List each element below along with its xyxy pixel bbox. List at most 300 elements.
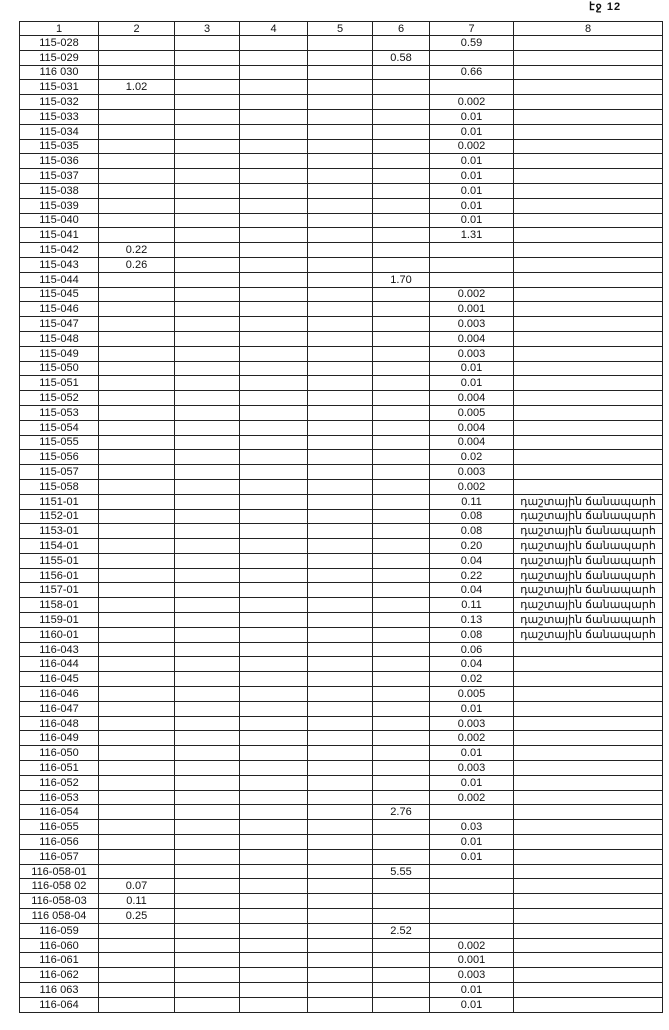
- value-cell-col7: 0.01: [430, 701, 514, 716]
- value-cell-col3: [175, 50, 240, 65]
- note-cell: [514, 139, 663, 154]
- value-cell-col6: [373, 613, 430, 628]
- table-row: [20, 287, 663, 302]
- value-cell-col2: [99, 139, 175, 154]
- parcel-code-cell: 1160-01: [20, 627, 99, 642]
- value-cell-col7: 0.002: [430, 938, 514, 953]
- value-cell-col3: [175, 124, 240, 139]
- note-cell: [514, 731, 663, 746]
- note-cell: [514, 243, 663, 258]
- value-cell-col6: [373, 65, 430, 80]
- note-cell: [514, 95, 663, 110]
- note-cell: [514, 302, 663, 317]
- value-cell-col3: [175, 465, 240, 480]
- note-cell: [514, 361, 663, 376]
- value-cell-col2: [99, 864, 175, 879]
- value-cell-col5: [308, 420, 373, 435]
- value-cell-col4: [240, 983, 308, 998]
- parcel-code-cell: 1153-01: [20, 524, 99, 539]
- parcel-code-cell: 115-036: [20, 154, 99, 169]
- table-row: [20, 953, 663, 968]
- table-row: [20, 746, 663, 761]
- value-cell-col6: [373, 213, 430, 228]
- value-cell-col5: [308, 968, 373, 983]
- parcel-code-cell: 116 063: [20, 983, 99, 998]
- value-cell-col7: 0.01: [430, 376, 514, 391]
- value-cell-col3: [175, 509, 240, 524]
- note-cell: [514, 213, 663, 228]
- note-cell: [514, 938, 663, 953]
- value-cell-col6: [373, 657, 430, 672]
- value-cell-col4: [240, 257, 308, 272]
- note-cell: [514, 820, 663, 835]
- value-cell-col2: 0.11: [99, 894, 175, 909]
- value-cell-col5: [308, 317, 373, 332]
- value-cell-col3: [175, 775, 240, 790]
- value-cell-col6: [373, 672, 430, 687]
- value-cell-col7: 0.01: [430, 775, 514, 790]
- value-cell-col5: [308, 509, 373, 524]
- note-cell: [514, 465, 663, 480]
- value-cell-col7: 0.003: [430, 346, 514, 361]
- value-cell-col5: [308, 302, 373, 317]
- value-cell-col6: [373, 642, 430, 657]
- value-cell-col5: [308, 183, 373, 198]
- value-cell-col7: [430, 243, 514, 258]
- value-cell-col5: [308, 553, 373, 568]
- value-cell-col3: [175, 361, 240, 376]
- value-cell-col7: 0.20: [430, 539, 514, 554]
- table-row: [20, 657, 663, 672]
- table-row: [20, 169, 663, 184]
- value-cell-col4: [240, 494, 308, 509]
- value-cell-col7: 0.004: [430, 391, 514, 406]
- value-cell-col6: [373, 139, 430, 154]
- note-cell: [514, 701, 663, 716]
- value-cell-col4: [240, 805, 308, 820]
- value-cell-col2: [99, 213, 175, 228]
- value-cell-col6: [373, 790, 430, 805]
- table-row: [20, 257, 663, 272]
- value-cell-col7: [430, 894, 514, 909]
- value-cell-col5: [308, 879, 373, 894]
- value-cell-col7: 0.005: [430, 687, 514, 702]
- value-cell-col7: 0.001: [430, 953, 514, 968]
- value-cell-col3: [175, 331, 240, 346]
- note-cell: դաշտային ճանապարհ: [514, 494, 663, 509]
- parcel-code-cell: 1157-01: [20, 583, 99, 598]
- table-row: [20, 642, 663, 657]
- table-row: [20, 687, 663, 702]
- table-row: [20, 613, 663, 628]
- note-cell: [514, 479, 663, 494]
- value-cell-col6: 2.52: [373, 923, 430, 938]
- value-cell-col4: [240, 391, 308, 406]
- value-cell-col7: 0.04: [430, 583, 514, 598]
- value-cell-col6: [373, 968, 430, 983]
- table-row: [20, 894, 663, 909]
- table-row: [20, 820, 663, 835]
- value-cell-col7: 0.01: [430, 169, 514, 184]
- value-cell-col6: [373, 687, 430, 702]
- value-cell-col4: [240, 642, 308, 657]
- value-cell-col4: [240, 198, 308, 213]
- parcel-code-cell: 1154-01: [20, 539, 99, 554]
- value-cell-col4: [240, 524, 308, 539]
- value-cell-col4: [240, 154, 308, 169]
- value-cell-col2: [99, 287, 175, 302]
- parcel-code-cell: 1156-01: [20, 568, 99, 583]
- value-cell-col4: [240, 997, 308, 1012]
- value-cell-col6: [373, 568, 430, 583]
- value-cell-col6: [373, 257, 430, 272]
- table-row: [20, 36, 663, 51]
- value-cell-col2: [99, 672, 175, 687]
- table-row: [20, 228, 663, 243]
- parcel-code-cell: 115-055: [20, 435, 99, 450]
- note-cell: [514, 450, 663, 465]
- value-cell-col5: [308, 376, 373, 391]
- note-cell: [514, 109, 663, 124]
- value-cell-col5: [308, 820, 373, 835]
- value-cell-col2: [99, 154, 175, 169]
- parcel-code-cell: 115-058: [20, 479, 99, 494]
- land-parcel-table: [19, 21, 663, 1013]
- value-cell-col2: [99, 509, 175, 524]
- value-cell-col6: [373, 953, 430, 968]
- value-cell-col2: [99, 553, 175, 568]
- parcel-code-cell: 115-057: [20, 465, 99, 480]
- value-cell-col3: [175, 835, 240, 850]
- parcel-code-cell: 116-049: [20, 731, 99, 746]
- value-cell-col4: [240, 613, 308, 628]
- value-cell-col3: [175, 302, 240, 317]
- table-row: [20, 50, 663, 65]
- parcel-code-cell: 1159-01: [20, 613, 99, 628]
- value-cell-col7: 0.66: [430, 65, 514, 80]
- value-cell-col5: [308, 790, 373, 805]
- value-cell-col5: [308, 953, 373, 968]
- value-cell-col4: [240, 968, 308, 983]
- parcel-code-cell: 116-057: [20, 849, 99, 864]
- table-row: [20, 465, 663, 480]
- parcel-code-cell: 116 058-04: [20, 909, 99, 924]
- value-cell-col3: [175, 109, 240, 124]
- note-cell: [514, 317, 663, 332]
- table-row: [20, 154, 663, 169]
- parcel-code-cell: 116-046: [20, 687, 99, 702]
- column-header-3: 3: [175, 22, 240, 36]
- note-cell: [514, 376, 663, 391]
- table-row: [20, 923, 663, 938]
- value-cell-col4: [240, 420, 308, 435]
- value-cell-col6: [373, 376, 430, 391]
- parcel-code-cell: 116-045: [20, 672, 99, 687]
- value-cell-col2: [99, 997, 175, 1012]
- table-row: [20, 849, 663, 864]
- value-cell-col2: [99, 391, 175, 406]
- table-row: [20, 420, 663, 435]
- value-cell-col3: [175, 553, 240, 568]
- note-cell: դաշտային ճանապարհ: [514, 568, 663, 583]
- note-cell: [514, 257, 663, 272]
- value-cell-col6: [373, 287, 430, 302]
- column-header-1: 1: [20, 22, 99, 36]
- value-cell-col6: [373, 761, 430, 776]
- value-cell-col4: [240, 657, 308, 672]
- column-header-8: 8: [514, 22, 663, 36]
- note-cell: [514, 642, 663, 657]
- note-cell: [514, 953, 663, 968]
- value-cell-col5: [308, 124, 373, 139]
- value-cell-col5: [308, 361, 373, 376]
- value-cell-col4: [240, 183, 308, 198]
- value-cell-col6: [373, 346, 430, 361]
- value-cell-col7: [430, 879, 514, 894]
- value-cell-col6: [373, 879, 430, 894]
- value-cell-col3: [175, 687, 240, 702]
- parcel-code-cell: 116-052: [20, 775, 99, 790]
- value-cell-col2: [99, 331, 175, 346]
- header-row: [20, 22, 663, 36]
- parcel-code-cell: 115-051: [20, 376, 99, 391]
- value-cell-col3: [175, 938, 240, 953]
- value-cell-col7: 0.01: [430, 983, 514, 998]
- value-cell-col2: [99, 687, 175, 702]
- note-cell: [514, 391, 663, 406]
- parcel-code-cell: 116-053: [20, 790, 99, 805]
- value-cell-col5: [308, 583, 373, 598]
- value-cell-col5: [308, 494, 373, 509]
- table-row: [20, 183, 663, 198]
- value-cell-col6: [373, 36, 430, 51]
- value-cell-col2: [99, 746, 175, 761]
- parcel-code-cell: 116-044: [20, 657, 99, 672]
- value-cell-col6: [373, 983, 430, 998]
- value-cell-col6: [373, 331, 430, 346]
- note-cell: [514, 997, 663, 1012]
- value-cell-col2: [99, 923, 175, 938]
- value-cell-col3: [175, 642, 240, 657]
- value-cell-col3: [175, 198, 240, 213]
- value-cell-col5: [308, 465, 373, 480]
- value-cell-col2: [99, 479, 175, 494]
- value-cell-col2: [99, 95, 175, 110]
- parcel-code-cell: 1152-01: [20, 509, 99, 524]
- value-cell-col3: [175, 272, 240, 287]
- value-cell-col5: [308, 95, 373, 110]
- value-cell-col5: [308, 761, 373, 776]
- value-cell-col2: [99, 983, 175, 998]
- value-cell-col4: [240, 36, 308, 51]
- parcel-code-cell: 115-040: [20, 213, 99, 228]
- value-cell-col7: 0.08: [430, 524, 514, 539]
- value-cell-col4: [240, 938, 308, 953]
- table-row: [20, 65, 663, 80]
- note-cell: դաշտային ճանապարհ: [514, 539, 663, 554]
- note-cell: [514, 272, 663, 287]
- note-cell: [514, 716, 663, 731]
- value-cell-col2: [99, 568, 175, 583]
- value-cell-col2: [99, 790, 175, 805]
- value-cell-col5: [308, 198, 373, 213]
- value-cell-col4: [240, 909, 308, 924]
- value-cell-col4: [240, 731, 308, 746]
- value-cell-col7: 0.002: [430, 95, 514, 110]
- value-cell-col6: [373, 539, 430, 554]
- parcel-code-cell: 116-064: [20, 997, 99, 1012]
- value-cell-col2: [99, 968, 175, 983]
- note-cell: [514, 775, 663, 790]
- value-cell-col7: 0.01: [430, 835, 514, 850]
- value-cell-col2: [99, 583, 175, 598]
- parcel-code-cell: 116-050: [20, 746, 99, 761]
- table-row: [20, 376, 663, 391]
- parcel-code-cell: 115-043: [20, 257, 99, 272]
- value-cell-col6: [373, 820, 430, 835]
- value-cell-col6: [373, 183, 430, 198]
- value-cell-col2: [99, 228, 175, 243]
- value-cell-col5: [308, 864, 373, 879]
- table-row: [20, 997, 663, 1012]
- value-cell-col5: [308, 687, 373, 702]
- value-cell-col5: [308, 716, 373, 731]
- value-cell-col4: [240, 953, 308, 968]
- value-cell-col2: [99, 65, 175, 80]
- value-cell-col5: [308, 346, 373, 361]
- parcel-code-cell: 115-038: [20, 183, 99, 198]
- table-row: [20, 790, 663, 805]
- table-row: [20, 879, 663, 894]
- column-header-6: 6: [373, 22, 430, 36]
- value-cell-col7: [430, 272, 514, 287]
- value-cell-col3: [175, 983, 240, 998]
- note-cell: [514, 183, 663, 198]
- value-cell-col2: 0.25: [99, 909, 175, 924]
- value-cell-col3: [175, 243, 240, 258]
- value-cell-col7: 0.03: [430, 820, 514, 835]
- value-cell-col7: 0.01: [430, 849, 514, 864]
- value-cell-col5: [308, 909, 373, 924]
- note-cell: [514, 124, 663, 139]
- value-cell-col6: [373, 494, 430, 509]
- value-cell-col6: [373, 465, 430, 480]
- note-cell: [514, 65, 663, 80]
- value-cell-col7: [430, 864, 514, 879]
- note-cell: [514, 405, 663, 420]
- value-cell-col4: [240, 746, 308, 761]
- value-cell-col4: [240, 139, 308, 154]
- value-cell-col6: [373, 479, 430, 494]
- value-cell-col5: [308, 272, 373, 287]
- value-cell-col2: [99, 642, 175, 657]
- parcel-code-cell: 116-058-03: [20, 894, 99, 909]
- table-row: [20, 983, 663, 998]
- value-cell-col4: [240, 509, 308, 524]
- note-cell: [514, 169, 663, 184]
- table-row: [20, 198, 663, 213]
- table-row: [20, 598, 663, 613]
- value-cell-col6: [373, 228, 430, 243]
- value-cell-col3: [175, 672, 240, 687]
- value-cell-col7: 0.08: [430, 509, 514, 524]
- value-cell-col4: [240, 790, 308, 805]
- value-cell-col5: [308, 331, 373, 346]
- value-cell-col5: [308, 435, 373, 450]
- note-cell: [514, 420, 663, 435]
- value-cell-col7: 0.01: [430, 124, 514, 139]
- value-cell-col3: [175, 80, 240, 95]
- value-cell-col7: [430, 50, 514, 65]
- value-cell-col7: 0.004: [430, 331, 514, 346]
- note-cell: դաշտային ճանապարհ: [514, 509, 663, 524]
- note-cell: [514, 435, 663, 450]
- value-cell-col3: [175, 731, 240, 746]
- table-row: [20, 672, 663, 687]
- value-cell-col7: 0.11: [430, 598, 514, 613]
- parcel-code-cell: 116-043: [20, 642, 99, 657]
- parcel-code-cell: 116-048: [20, 716, 99, 731]
- value-cell-col3: [175, 405, 240, 420]
- value-cell-col3: [175, 864, 240, 879]
- parcel-code-cell: 116-051: [20, 761, 99, 776]
- value-cell-col3: [175, 36, 240, 51]
- note-cell: [514, 331, 663, 346]
- value-cell-col3: [175, 568, 240, 583]
- value-cell-col6: [373, 391, 430, 406]
- value-cell-col7: 0.01: [430, 213, 514, 228]
- parcel-code-cell: 115-033: [20, 109, 99, 124]
- value-cell-col5: [308, 80, 373, 95]
- value-cell-col3: [175, 761, 240, 776]
- value-cell-col7: 0.01: [430, 198, 514, 213]
- parcel-code-cell: 115-053: [20, 405, 99, 420]
- value-cell-col3: [175, 746, 240, 761]
- value-cell-col6: [373, 154, 430, 169]
- value-cell-col6: [373, 849, 430, 864]
- value-cell-col3: [175, 923, 240, 938]
- value-cell-col6: [373, 420, 430, 435]
- value-cell-col5: [308, 139, 373, 154]
- value-cell-col4: [240, 50, 308, 65]
- value-cell-col3: [175, 997, 240, 1012]
- value-cell-col3: [175, 228, 240, 243]
- value-cell-col5: [308, 213, 373, 228]
- value-cell-col4: [240, 553, 308, 568]
- note-cell: [514, 50, 663, 65]
- value-cell-col4: [240, 287, 308, 302]
- value-cell-col2: [99, 494, 175, 509]
- table-row: [20, 272, 663, 287]
- value-cell-col2: [99, 953, 175, 968]
- value-cell-col6: [373, 997, 430, 1012]
- value-cell-col5: [308, 598, 373, 613]
- value-cell-col4: [240, 701, 308, 716]
- note-cell: [514, 228, 663, 243]
- table-row: [20, 509, 663, 524]
- value-cell-col2: [99, 627, 175, 642]
- value-cell-col2: [99, 450, 175, 465]
- value-cell-col5: [308, 50, 373, 65]
- value-cell-col3: [175, 968, 240, 983]
- value-cell-col6: [373, 509, 430, 524]
- value-cell-col2: 0.07: [99, 879, 175, 894]
- value-cell-col4: [240, 627, 308, 642]
- value-cell-col4: [240, 331, 308, 346]
- value-cell-col4: [240, 923, 308, 938]
- value-cell-col7: 0.01: [430, 746, 514, 761]
- value-cell-col5: [308, 539, 373, 554]
